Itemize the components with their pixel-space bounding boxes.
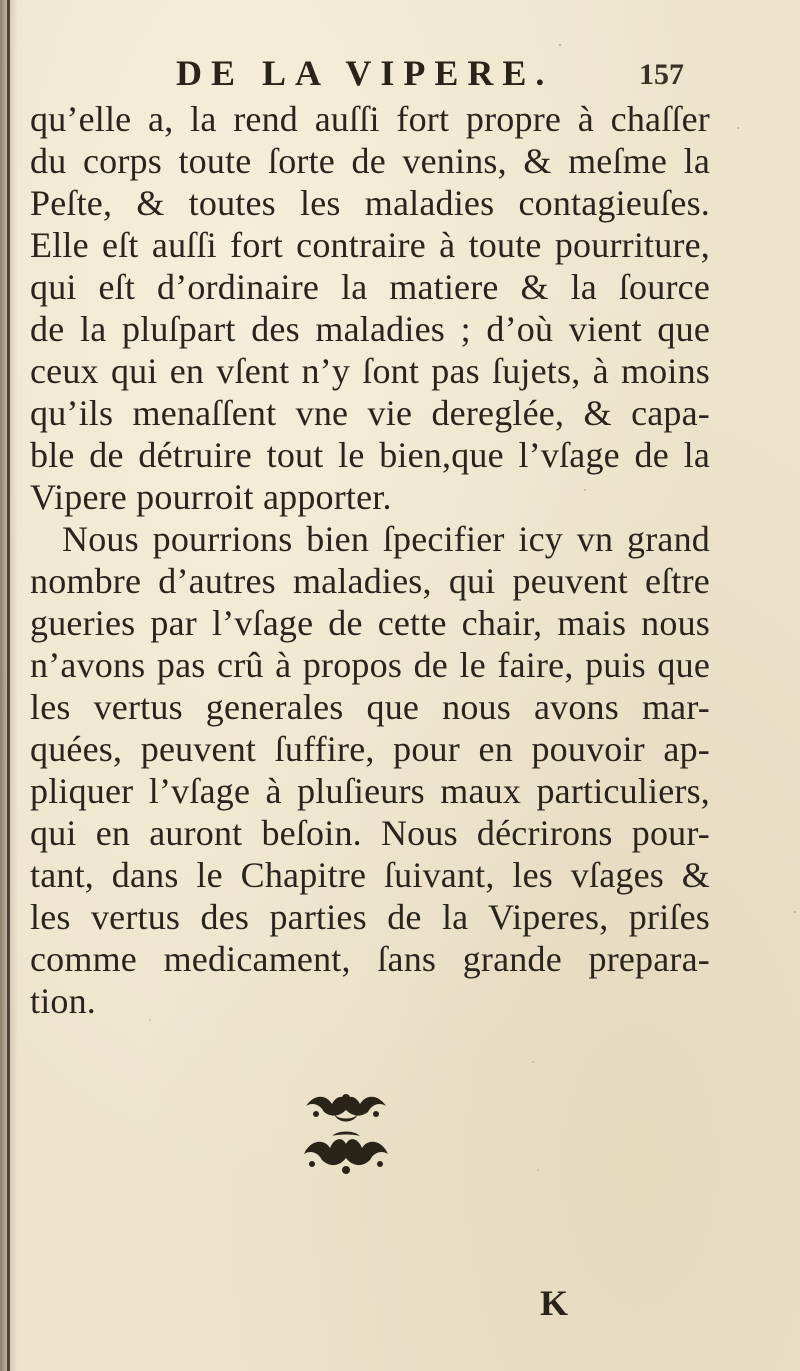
text-line: de la pluſpart des maladies ; d’où vient que <box>30 309 710 349</box>
text-line: les vertus des parties de la Viperes, priſes <box>30 897 710 937</box>
gutter-edge <box>7 0 10 1371</box>
text-line: du corps toute ſorte de venins, & meſme la <box>30 141 710 181</box>
text-line: n’avons pas crû à propos de le faire, puis que <box>30 645 710 685</box>
text-line: nombre d’autres maladies, qui peuvent eſtre <box>30 561 710 601</box>
text-line: quées, peuvent ſuffire, pour en pouvoir ap- <box>30 729 710 769</box>
text-line: gueries par l’vſage de cette chair, mais nous <box>30 603 710 643</box>
printer-fleuron-icon <box>296 1088 396 1178</box>
body-text <box>30 98 710 1022</box>
text-line: qui eſt d’ordinaire la matiere & la ſource <box>30 267 710 307</box>
paragraph-end-line: Vipere pourroit apporter. <box>30 477 392 517</box>
running-head <box>150 52 690 102</box>
text-line: ceux qui en vſent n’y ſont pas ſujets, à moins <box>30 351 710 391</box>
text-line: pliquer l’vſage à pluſieurs maux particuliers, <box>30 771 710 811</box>
text-line: Elle eſt auſſi fort contraire à toute pourriture, <box>30 225 710 265</box>
text-line: les vertus generales que nous avons mar- <box>30 687 710 727</box>
signature-mark: K <box>540 1283 569 1323</box>
text-line: ble de détruire tout le bien,que l’vſage de la <box>30 435 710 475</box>
text-line: tant, dans le Chapitre ſuivant, les vſages & <box>30 855 710 895</box>
text-line: qu’ils menaſſent vne vie dereglée, & capa- <box>30 393 710 433</box>
text-line: comme medicament, ſans grande prepara- <box>30 939 710 979</box>
page-number: 157 <box>639 58 684 91</box>
paragraph-start-line: Nous pourrions bien ſpecifier icy vn grand <box>62 519 710 559</box>
paragraph-end-line: tion. <box>30 981 97 1021</box>
running-title: DE LA VIPERE. <box>176 53 554 93</box>
text-line: Peſte, & toutes les maladies contagieuſes. <box>30 183 710 223</box>
text-line: qui en auront beſoin. Nous décrirons pour- <box>30 813 710 853</box>
text-line: qu’elle a, la rend auſſi fort propre à chaſſer <box>30 99 710 139</box>
